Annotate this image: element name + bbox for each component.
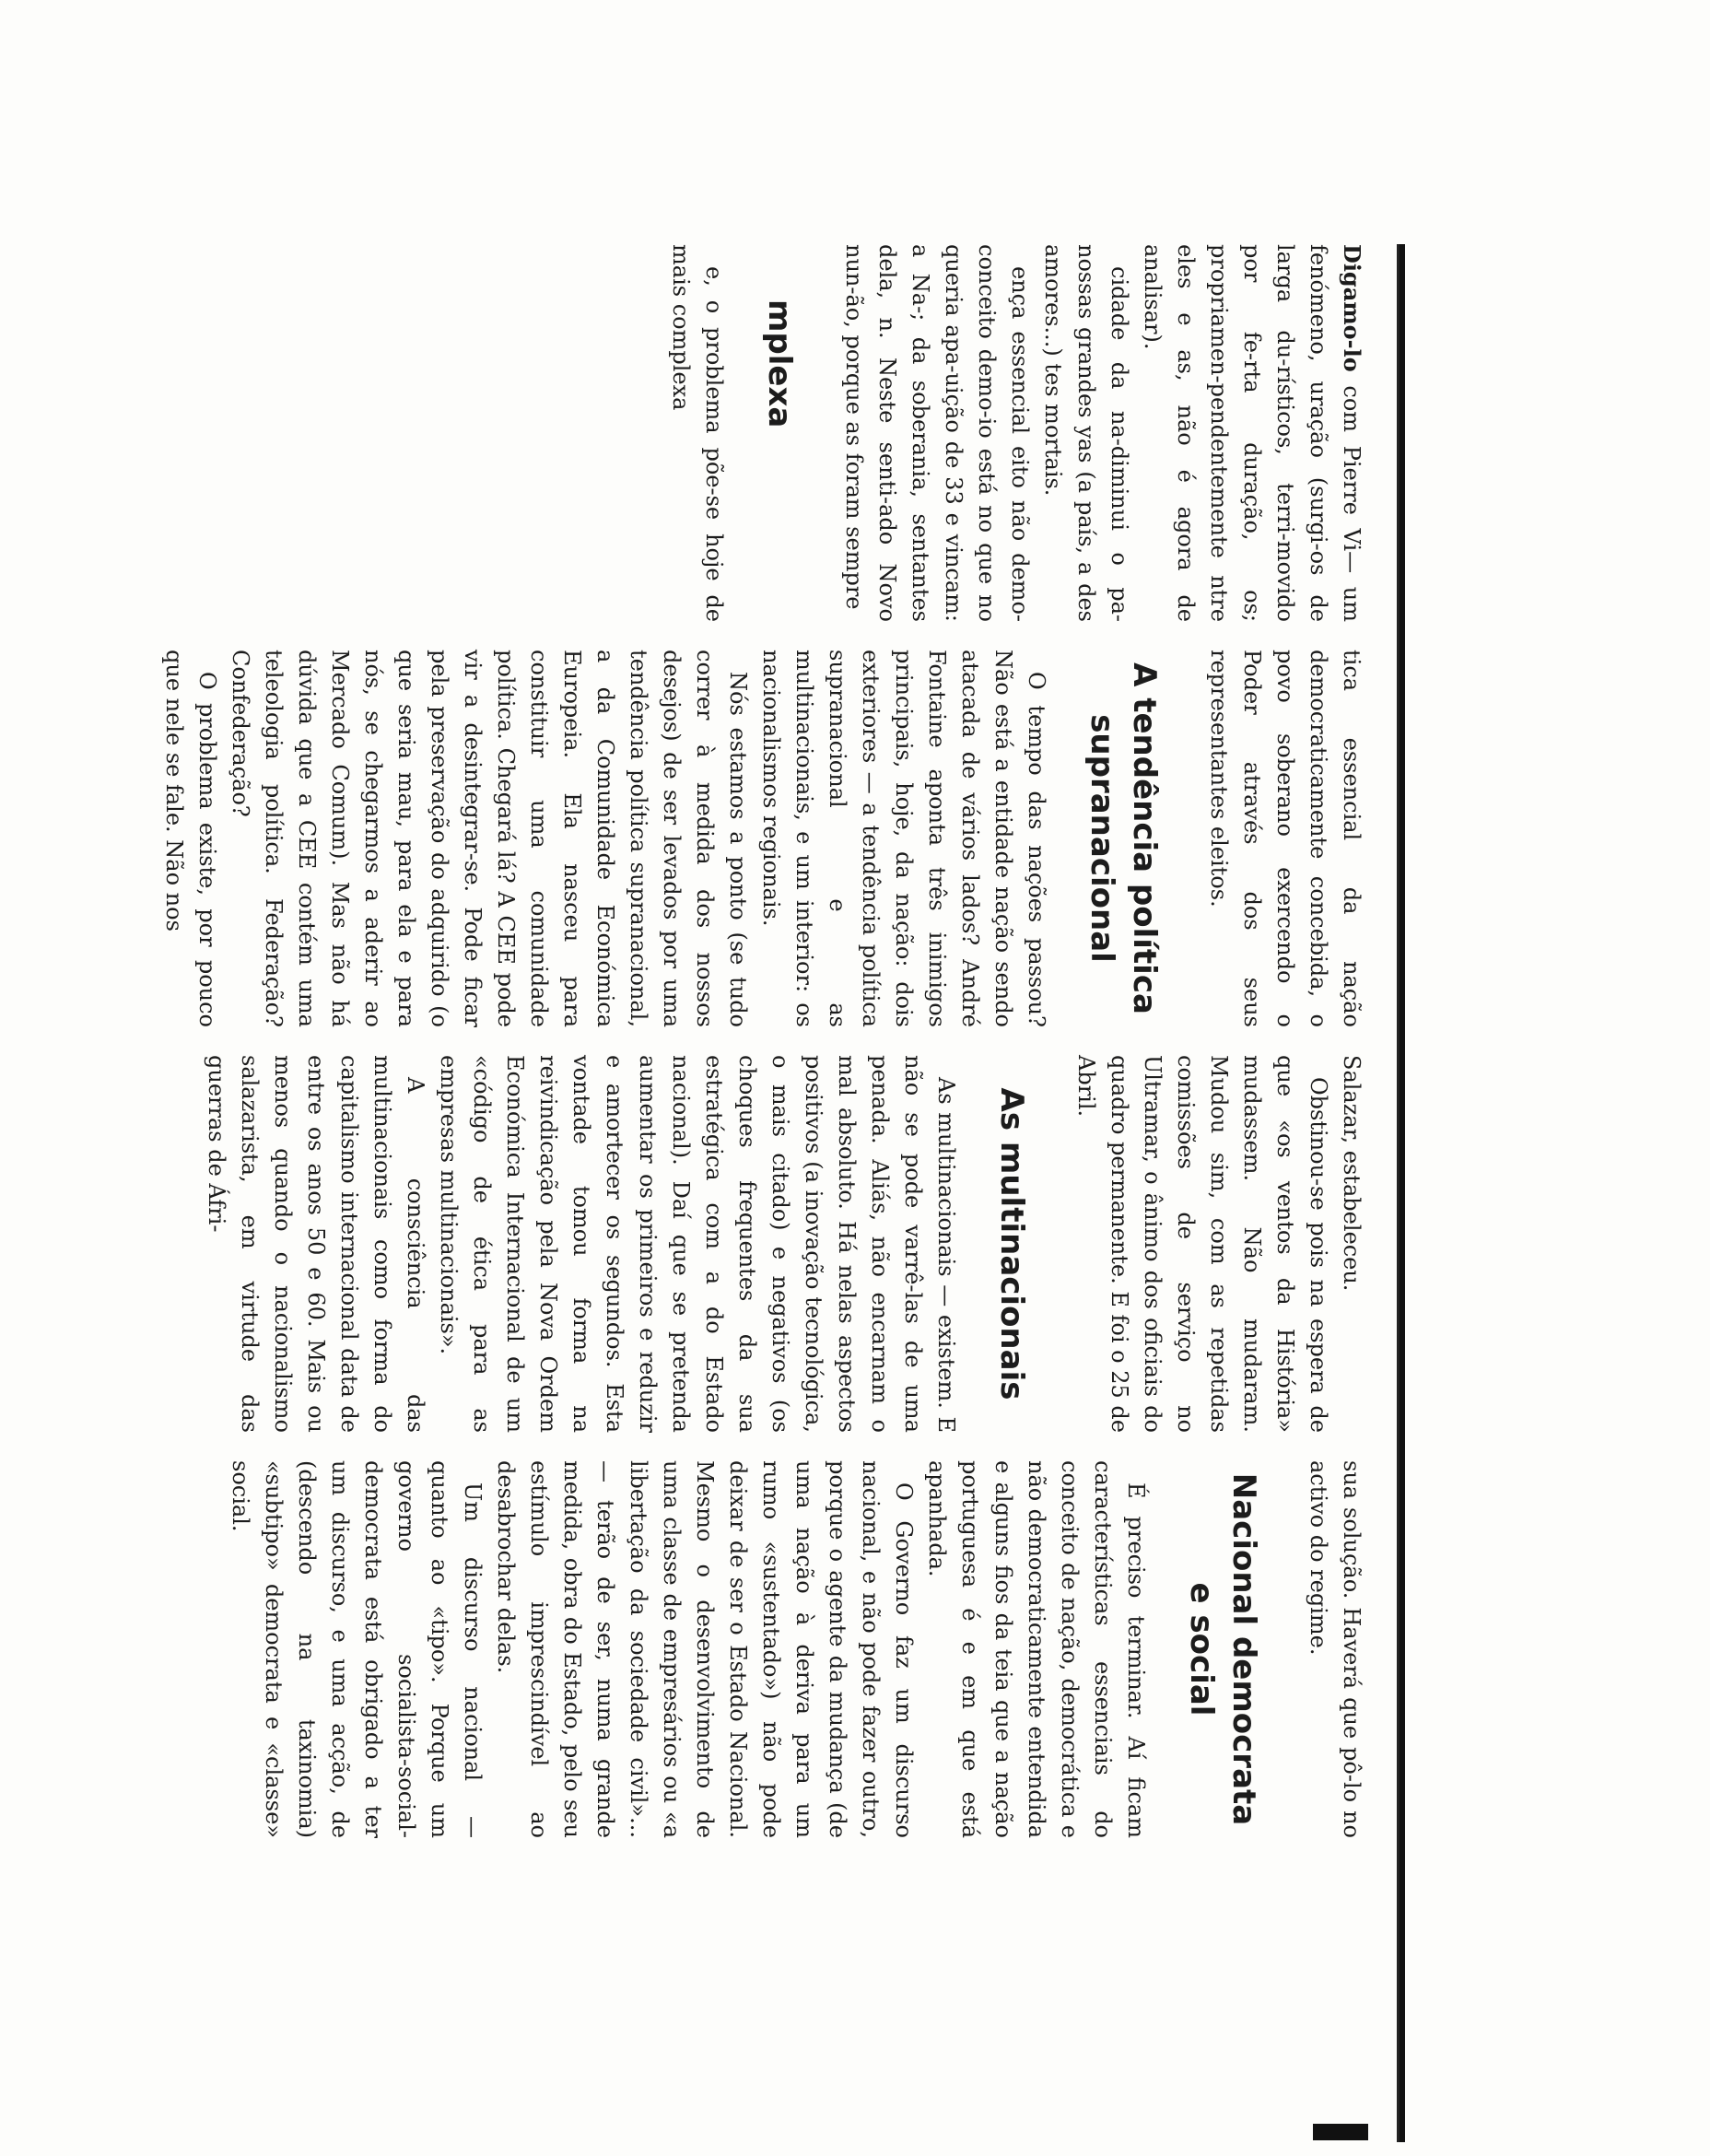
col2-heading: A tendência política supranacional: [1083, 662, 1163, 1014]
col3-paragraph-4: A consciência das multinacionais como forma do capitalismo internacional data de entre os anos 50 e 60. Mais ou menos quando o nacionalismo salazarista, em virtude das guerras de Áfri-: [204, 1055, 428, 1433]
col1-paragraph-2: cidade da na-diminui o pa-nossas grandes yas (a país, a des amores...) tes mortais.: [1040, 244, 1132, 622]
col4-paragraph-1: sua solução. Haverá que pô-lo no activo do regime.: [1306, 1460, 1364, 1838]
col3-paragraph-1: Salazar, estabeleceu.: [1339, 1055, 1364, 1292]
col2-paragraph-1: tica essencial da nação democraticamente concebida, o povo soberano exercendo o Poder através dos seus representantes eleitos.: [1206, 650, 1364, 1027]
col1-paragraph-3: ença essencial eito não demo-conceito demo-io está no que no queria apa-uição de 33 e vincam: a Na-; da soberania, sentantes dela, n. Neste senti-ado Novo nun-ão, porque as foram sempre: [841, 244, 1033, 622]
column-1: [664, 244, 1368, 622]
col4-paragraph-4: Um discurso nacional — quanto ao «tipo». Porque um governo socialista-social-democrata está obrigado a ter um discurso, e uma acção, de (descendo na taxinomia) «subtipo» democrata e «classe» social.: [228, 1460, 486, 1838]
col1-text-1: com Pierre Vi— um fenómeno, uração (surgi-os de larga du-rísticos, terri-movido por fe-rta duração, os; propriamen-pendentemente ntre eles e as, não é agora de analisar).: [1140, 244, 1364, 622]
column-2: [158, 650, 1368, 1027]
col2-paragraph-3: Nós estamos a ponto (se tudo correr à medida dos nossos desejos) de ser levados por uma tendência política supranacional, a da Comunidade Económica Europeia. Ela nasceu para constituir uma comunidade política. Chegará lá? A CEE pode vir a desintegrar-se. Pode ficar pela preservação do adquirido (o que seria mau, para ela e para nós, se chegarmos a aderir ao Mercado Comum). Mas não há dúvida que a CEE contém uma teleologia política. Federação? Confederação?: [228, 650, 751, 1027]
top-rule-thin: [1397, 244, 1400, 2142]
col1-heading: mplexa: [761, 299, 798, 428]
col2-paragraph-2: O tempo das nações passou? Não está a entidade nação sendo atacada de vários lados? André Fontaine aponta três inimigos principais, hoje, da nação: dois exteriores — a tendência política supranacional e as multinacionais, e um interior: os nacionalismos regionais.: [758, 650, 1049, 1027]
col2-paragraph-4: O problema existe, por pouco que nele se fale. Não nos: [161, 650, 220, 1027]
col4-paragraph-3: O Governo faz um discurso nacional, e não pode fazer outro, porque o agente da mudança (de uma nação à deriva para um rumo «sustentado») não pode deixar de ser o Estado Nacional. Mesmo o desenvolvimento de uma classe de empresários ou «a libertação da sociedade civil»... — terão de ser, numa grande medida, obra do Estado, pelo seu estímulo imprescindível ao desabrochar delas.: [493, 1460, 917, 1838]
ink-smudge: [1313, 2124, 1368, 2140]
col1-paragraph-4: e, o problema põe-se hoje de mais complexa: [668, 244, 727, 622]
col3-paragraph-2: Obstinou-se pois na espera de que «os ventos da História» mudassem. Não mudaram. Mudou sim, com as repetidas comissões de serviço no Ultramar, o ânimo dos oficiais do quadro permanente. E foi o 25 de Abril.: [1073, 1055, 1331, 1433]
column-4: [224, 1460, 1368, 1838]
col4-heading: Nacional democrata e social: [1183, 1472, 1262, 1826]
column-3: [200, 1055, 1368, 1433]
col1-paragraph-1: [1136, 244, 1368, 622]
col3-paragraph-3: As multinacionais — existem. E não se pode varrê-las de uma penada. Aliás, não encarnam o mal absoluto. Há nelas aspectos positivos (a inovação tecnológica, o mais citado) e negativos (os choques frequentes da sua estratégica com a do Estado nacional). Daí que se pretenda aumentar os primeiros e reduzir e amortecer os segundos. Esta vontade tomou forma na reivindicação pela Nova Ordem Económica Internacional de um «código de ética para as empresas multinacionais».: [436, 1055, 959, 1433]
newspaper-clipping: [69, 32, 1405, 2142]
top-rule: [1400, 244, 1405, 2142]
col1-bold-lead: Digamo-lo: [1339, 244, 1365, 372]
col4-paragraph-2: É preciso terminar. Aí ficam características essenciais do conceito de nação, democrática e não democraticamente entendida e alguns fios da teia que a nação portuguesa é e em que está apanhada.: [924, 1460, 1149, 1838]
col3-heading: As multinacionais: [993, 1087, 1030, 1400]
